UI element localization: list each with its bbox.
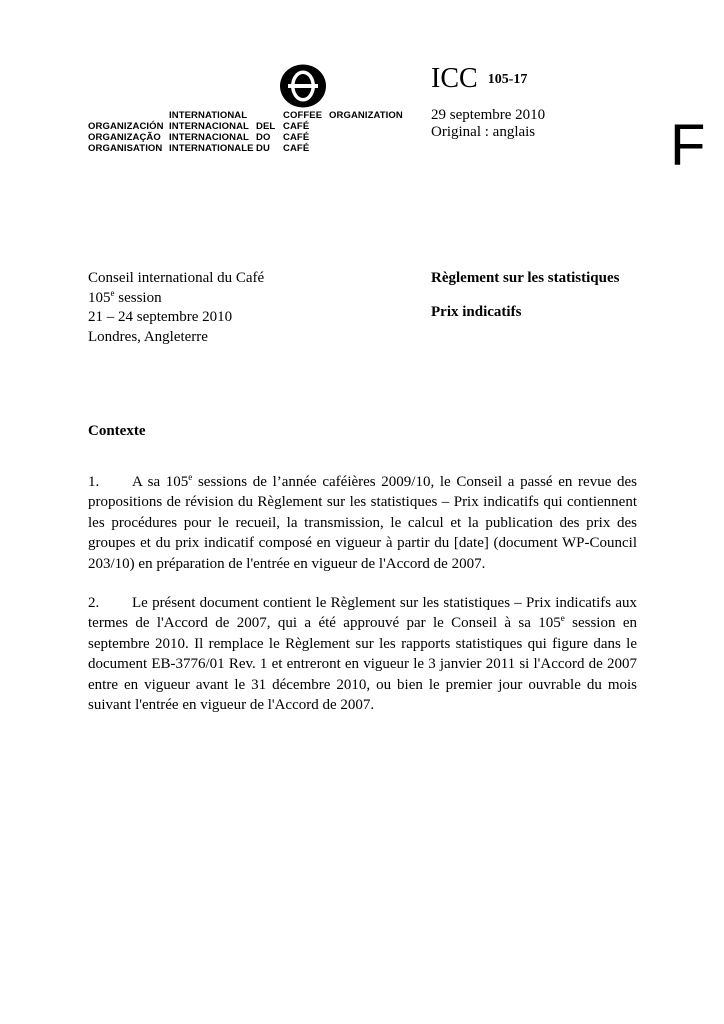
- language-mark: F: [670, 113, 706, 178]
- document-subject: Règlement sur les statistiques: [431, 270, 620, 286]
- org-name-cell: ORGANIZATION: [329, 110, 403, 121]
- org-name-cell: ORGANIZAÇÃO: [88, 132, 161, 143]
- paragraph-2: 2. Le présent document contient le Règlement sur les statistiques – Prix indicatifs aux termes de l'Accord de 2007, qui a été approuvé par le Conseil à sa 105e session en septembre 2010. Il remplace le Règlement sur les rapports statistiques qui figure dans le document EB-3776/01 Rev. 1 et entreront en vigueur le 3 janvier 2011 si l'Accord de 2007 entre en vigueur avant le 31 décembre 2010, ou bien le premier jour ouvrable du mois suivant l'entrée en vigueur de l'Accord de 2007.: [88, 595, 637, 714]
- paragraph-1: 1. A sa 105e sessions de l’année caféières 2009/10, le Conseil a passé en revue des propositions de révision du Règlement sur les statistiques – Prix indicatifs qui contiennent les procédures pour le recueil, la transmission, le calcul et la publication des prix des groupes et du prix indicatif composé en vigueur à partir du [date] (document WP-Council 203/10) en préparation de l'entrée en vigueur de l'Accord de 2007.: [88, 472, 637, 572]
- original-language: Original : anglais: [431, 124, 536, 140]
- section-heading: Contexte: [88, 423, 146, 439]
- org-name-cell: INTERNATIONAL: [169, 110, 248, 121]
- org-name-cell: INTERNACIONAL: [169, 132, 249, 143]
- org-name-cell: DU: [256, 143, 270, 154]
- org-name-cell: CAFÉ: [283, 132, 310, 143]
- doc-number: 105-17: [487, 72, 528, 87]
- session-number: 105e session: [88, 287, 162, 306]
- paragraph-number: 2.: [88, 595, 100, 611]
- org-name-cell: ORGANISATION: [88, 143, 163, 154]
- org-name-cell: COFFEE: [283, 110, 323, 121]
- paragraph-number: 1.: [88, 474, 100, 490]
- document-date: 29 septembre 2010: [431, 107, 546, 123]
- doc-code: ICC: [431, 63, 478, 94]
- session-place: Londres, Angleterre: [88, 328, 208, 345]
- org-name-cell: CAFÉ: [283, 121, 310, 132]
- council-name: Conseil international du Café: [88, 270, 265, 286]
- document-code: [431, 63, 527, 96]
- org-name-cell: DEL: [256, 121, 276, 132]
- session-dates: 21 – 24 septembre 2010: [88, 309, 233, 325]
- document-subtitle: Prix indicatifs: [431, 304, 522, 320]
- org-name-cell: ORGANIZACIÓN: [88, 121, 164, 132]
- org-name-cell: DO: [256, 132, 271, 143]
- org-name-cell: INTERNACIONAL: [169, 121, 249, 132]
- organization-names: [0, 0, 724, 160]
- org-name-cell: INTERNATIONALE: [169, 143, 254, 154]
- session-info: [88, 269, 264, 347]
- org-name-cell: CAFÉ: [283, 143, 310, 154]
